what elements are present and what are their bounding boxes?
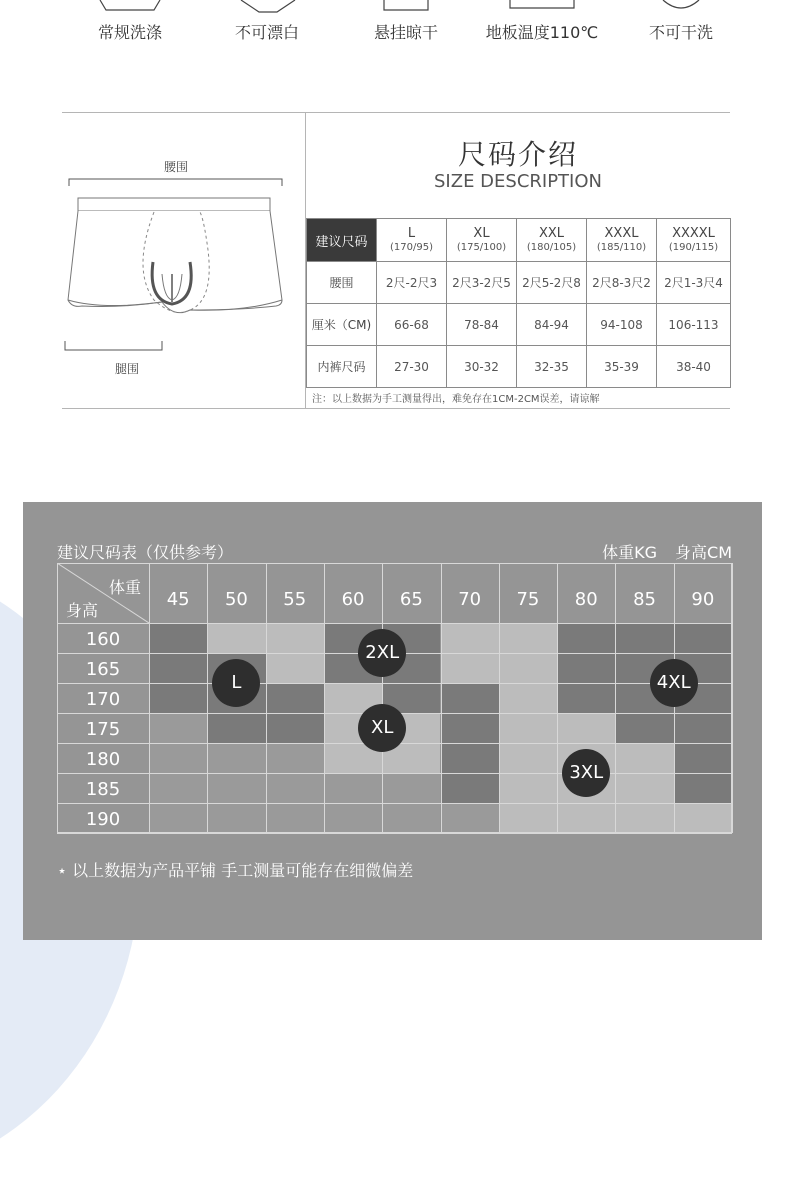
header-cell: 建议尺码 xyxy=(307,219,377,262)
hang-dry-icon xyxy=(336,0,476,16)
unit-weight-label: 体重KG xyxy=(602,543,658,562)
iron-icon xyxy=(472,0,612,16)
height-header: 170 xyxy=(85,689,121,710)
table-row xyxy=(307,346,731,388)
height-header: 175 xyxy=(85,719,121,740)
size-badge: 2XL xyxy=(358,629,406,677)
size-range: (185/110) xyxy=(596,242,647,253)
table-cell: 30-32 xyxy=(447,346,517,388)
page-title: 尺码介绍 xyxy=(457,138,578,171)
care-item-no-bleach xyxy=(197,0,337,42)
weight-header: 65 xyxy=(399,589,423,610)
weight-header: 85 xyxy=(633,589,656,610)
size-range: (180/105) xyxy=(526,242,577,253)
height-header: 160 xyxy=(85,629,121,650)
height-header: 185 xyxy=(85,779,121,800)
care-item-hang-dry xyxy=(336,0,476,42)
page-subtitle: SIZE DESCRIPTION xyxy=(434,171,602,192)
size-name: L xyxy=(407,226,416,241)
table-cell: 2尺8-3尺2 xyxy=(587,262,657,304)
size-header-cell xyxy=(447,219,517,262)
size-name: XXL xyxy=(538,226,565,241)
divider xyxy=(62,408,730,409)
weight-header: 60 xyxy=(341,589,365,610)
care-item-wash xyxy=(60,0,200,42)
unit-labels xyxy=(584,540,732,563)
size-badge: 3XL xyxy=(562,749,610,797)
size-name: XL xyxy=(473,226,490,241)
row-label: 厘米（CM) xyxy=(307,304,377,346)
recommend-title: 建议尺码表（仅供参考） xyxy=(57,543,234,562)
row-label: 内裤尺码 xyxy=(307,346,377,388)
care-item-no-dry-clean xyxy=(611,0,751,42)
weight-header: 90 xyxy=(691,589,715,610)
size-header-cell xyxy=(377,219,447,262)
table-cell: 35-39 xyxy=(587,346,657,388)
leg-label: 腿围 xyxy=(114,362,139,376)
size-header-cell xyxy=(657,219,731,262)
size-name: XXXXL xyxy=(672,226,715,241)
care-label: 常规洗涤 xyxy=(97,23,162,42)
corner-weight-label: 体重 xyxy=(108,578,141,597)
size-badge: XL xyxy=(358,704,406,752)
recommend-panel xyxy=(23,502,762,940)
table-cell: 38-40 xyxy=(657,346,731,388)
table-cell: 2尺-2尺3 xyxy=(377,262,447,304)
waist-label: 腰围 xyxy=(163,160,188,174)
divider xyxy=(62,112,730,113)
table-cell: 84-94 xyxy=(517,304,587,346)
care-label: 地板温度110℃ xyxy=(485,23,599,42)
measurement-note: 注：以上数据为手工测量得出，难免存在1CM-2CM误差，请谅解 xyxy=(312,394,600,405)
table-cell: 2尺5-2尺8 xyxy=(517,262,587,304)
table-row xyxy=(307,304,731,346)
grid-line xyxy=(57,833,732,834)
height-header: 190 xyxy=(85,809,121,830)
care-label: 不可漂白 xyxy=(234,23,299,42)
table-cell: 78-84 xyxy=(447,304,517,346)
weight-header: 70 xyxy=(458,589,482,610)
weight-header: 75 xyxy=(516,589,540,610)
weight-header: 80 xyxy=(574,589,598,610)
care-instructions xyxy=(0,0,790,60)
height-header: 165 xyxy=(85,659,121,680)
table-cell: 94-108 xyxy=(587,304,657,346)
size-range: (190/115) xyxy=(668,242,719,253)
corner-height-label: 身高 xyxy=(66,601,99,620)
table-cell: 2尺1-3尺4 xyxy=(657,262,731,304)
grid-line xyxy=(732,563,733,833)
table-row xyxy=(307,262,731,304)
care-label: 悬挂晾干 xyxy=(373,23,438,42)
table-cell: 106-113 xyxy=(657,304,731,346)
weight-header: 45 xyxy=(166,589,190,610)
underwear-diagram xyxy=(62,150,297,390)
size-badge: L xyxy=(212,659,260,707)
unit-height-label: 身高CM xyxy=(675,543,732,562)
size-header-cell xyxy=(587,219,657,262)
size-range: (175/100) xyxy=(456,242,507,253)
size-badge: 4XL xyxy=(650,659,698,707)
size-name: XXXL xyxy=(604,226,639,241)
table-cell: 27-30 xyxy=(377,346,447,388)
size-range: (170/95) xyxy=(390,242,433,253)
table-cell: 32-35 xyxy=(517,346,587,388)
grid-corner xyxy=(57,563,149,623)
table-cell: 66-68 xyxy=(377,304,447,346)
care-item-iron xyxy=(472,0,612,42)
no-dry-clean-icon xyxy=(611,0,751,16)
care-label: 不可干洗 xyxy=(648,23,713,42)
weight-header: 55 xyxy=(283,589,307,610)
briefs-outline-icon xyxy=(62,150,297,390)
weight-header: 50 xyxy=(224,589,248,610)
no-bleach-icon xyxy=(197,0,337,16)
height-header: 180 xyxy=(85,749,121,770)
size-table xyxy=(306,218,731,388)
table-header-row xyxy=(307,219,731,262)
footnote: ⋆ 以上数据为产品平铺 手工测量可能存在细微偏差 xyxy=(57,861,414,880)
wash-icon xyxy=(60,0,200,16)
table-cell: 2尺3-2尺5 xyxy=(447,262,517,304)
row-label: 腰围 xyxy=(307,262,377,304)
size-header-cell xyxy=(517,219,587,262)
